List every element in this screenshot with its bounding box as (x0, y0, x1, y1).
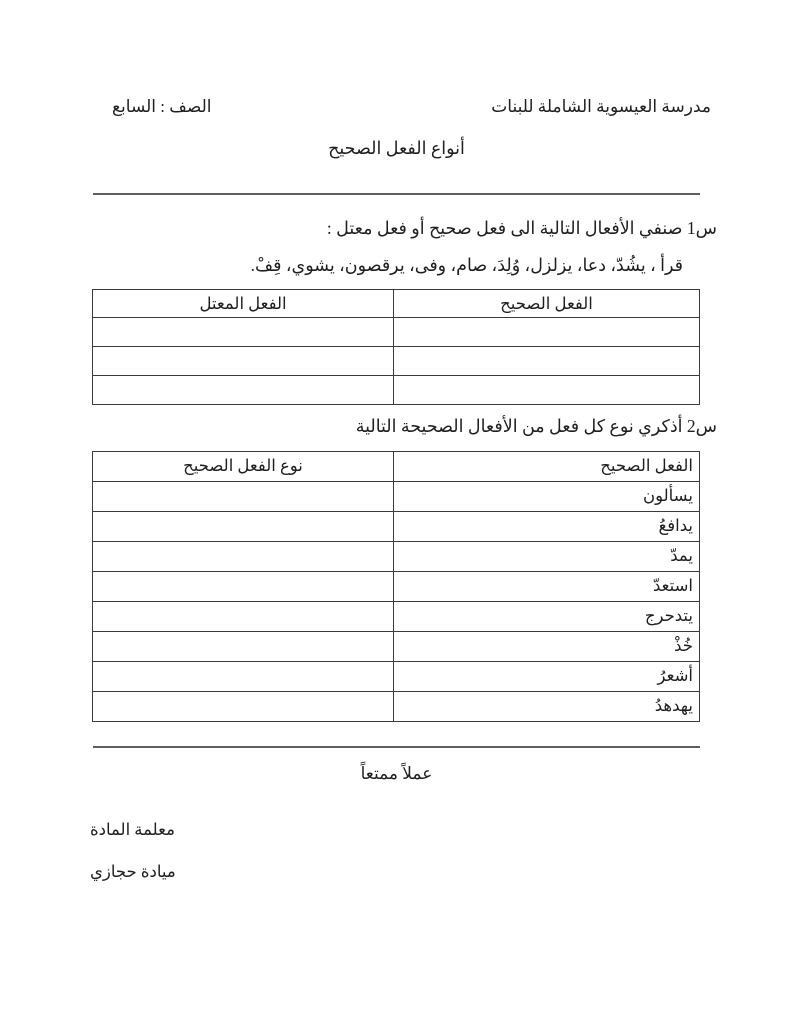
verb-type-answer-cell (93, 481, 394, 511)
weak-verb-answer-cell (93, 347, 394, 376)
verb-types-table (92, 451, 700, 722)
classification-table-header (93, 290, 700, 318)
verb-type-answer-cell (93, 661, 394, 691)
table-row (93, 571, 700, 601)
weak-verb-column-header: الفعل المعتل (93, 290, 394, 318)
verb-cell: أشعرُ (394, 661, 700, 691)
table-header-row (93, 451, 700, 481)
verb-cell: استعدّ (394, 571, 700, 601)
weak-verb-answer-cell (93, 318, 394, 347)
question1-prompt: س1 صنفي الأفعال التالية الى فعل صحيح أو فعل معتل : (326, 218, 717, 239)
table-header-row (93, 290, 700, 318)
question1-verb-list: قرأ ، يشُدّ، دعا، يزلزل، وُلِدَ، صام، وفى، يرقصون، يشوي، قِفْ. (250, 255, 683, 275)
classification-table-body (93, 318, 700, 405)
school-name: مدرسة العيسوية الشاملة للبنات (491, 97, 711, 116)
table-row (93, 691, 700, 721)
sound-verb-answer-cell (394, 376, 700, 405)
verb-cell: يهدهدُ (394, 691, 700, 721)
verb-type-answer-cell (93, 571, 394, 601)
verb-type-answer-cell (93, 691, 394, 721)
class-label: الصف : السابع (112, 97, 212, 116)
closing-message: عملاً ممتعاً (360, 763, 433, 783)
sound-verb-column-header: الفعل الصحيح (394, 451, 700, 481)
table-row (93, 631, 700, 661)
top-separator (93, 193, 700, 195)
verb-type-answer-cell (93, 601, 394, 631)
table-row (93, 601, 700, 631)
verb-type-column-header: نوع الفعل الصحيح (93, 451, 394, 481)
table-row (93, 376, 700, 405)
verb-type-answer-cell (93, 631, 394, 661)
verb-types-table-body (93, 481, 700, 721)
page-title: أنواع الفعل الصحيح (328, 138, 465, 159)
verb-cell: يتدحرج (394, 601, 700, 631)
teacher-role-label: معلمة المادة (90, 819, 175, 839)
page-header (112, 96, 711, 117)
sound-verb-answer-cell (394, 347, 700, 376)
table-row (93, 511, 700, 541)
sound-verb-answer-cell (394, 318, 700, 347)
verb-cell: يسألون (394, 481, 700, 511)
verb-types-table-header (93, 451, 700, 481)
classification-table (92, 289, 700, 405)
sound-verb-column-header: الفعل الصحيح (394, 290, 700, 318)
table-row (93, 661, 700, 691)
verb-cell: خُذْ (394, 631, 700, 661)
verb-cell: يدافعُ (394, 511, 700, 541)
table-row (93, 541, 700, 571)
question2-prompt: س2 أذكري نوع كل فعل من الأفعال الصحيحة التالية (355, 416, 717, 436)
table-row (93, 481, 700, 511)
verb-cell: يمدّ (394, 541, 700, 571)
bottom-separator (93, 746, 700, 748)
table-row (93, 347, 700, 376)
verb-type-answer-cell (93, 511, 394, 541)
verb-type-answer-cell (93, 541, 394, 571)
teacher-name: ميادة حجازي (90, 861, 176, 881)
weak-verb-answer-cell (93, 376, 394, 405)
table-row (93, 318, 700, 347)
